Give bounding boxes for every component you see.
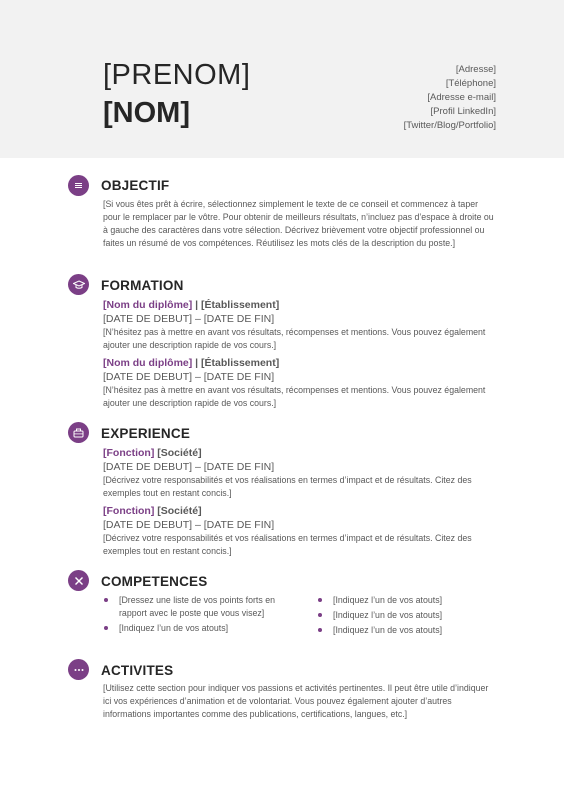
list-item[interactable]: [Dressez une liste de vos points forts en rapport avec le poste que vous visez] — [103, 594, 283, 620]
contact-address[interactable]: [Adresse] — [455, 64, 496, 75]
skills-list-left — [103, 594, 283, 637]
formation-entry-1-dates[interactable]: [DATE DE DEBUT] – [DATE DE FIN] — [103, 313, 275, 325]
graduation-cap-icon — [68, 274, 89, 295]
section-title-competences: COMPETENCES — [101, 574, 208, 589]
list-item[interactable]: [Indiquez l’un de vos atouts] — [317, 624, 507, 637]
skills-list-right — [317, 594, 507, 639]
objectif-text[interactable]: [Si vous êtes prêt à écrire, sélectionnez simplement le texte de ce conseil et commencez à taper pour le remplacer par le vôtre. Pour obtenir de meilleurs résultats, n’incluez pas d’espace à droite ou à gauche des caractères dans votre sélection. Décrivez brièvement votre objectif professionnel ou faites un résumé de vos compétences. Réutilisez les mots clés de la description du poste.] — [103, 199, 494, 248]
list-item[interactable]: [Indiquez l’un de vos atouts] — [317, 594, 507, 607]
ellipsis-icon — [68, 659, 89, 680]
contact-block — [404, 63, 496, 133]
activites-text[interactable]: [Utilisez cette section pour indiquer vos passions et activités pertinentes. Il peut être utile d’indiquer ici vos expériences d’animation et de volontariat. Vous pouvez également ajouter d’autres informations importantes comme des publications, certifications, langues, etc.] — [103, 683, 489, 719]
experience-entry-2-heading[interactable] — [103, 504, 202, 518]
first-name[interactable]: [PRENOM] — [103, 59, 251, 91]
list-icon — [68, 175, 89, 196]
formation-entry-2-heading[interactable] — [103, 356, 279, 370]
tools-icon — [68, 570, 89, 591]
experience-entry-2-desc[interactable]: [Décrivez votre responsabilités et vos réalisations en termes d’impact et de résultats. Citez des exemples tout en restant concis.] — [103, 533, 472, 556]
school-name: [Établissement] — [201, 357, 280, 369]
list-item[interactable]: [Indiquez l’un de vos atouts] — [317, 609, 507, 622]
section-title-objectif: OBJECTIF — [101, 178, 170, 193]
last-name[interactable]: [NOM] — [103, 97, 190, 129]
job-role: [Fonction] — [103, 447, 155, 459]
contact-email[interactable]: [Adresse e-mail] — [427, 92, 496, 103]
company-name: [Société] — [154, 447, 202, 459]
contact-linkedin[interactable]: [Profil LinkedIn] — [430, 106, 496, 117]
formation-entry-2-dates[interactable]: [DATE DE DEBUT] – [DATE DE FIN] — [103, 371, 275, 383]
entry-separator: | — [192, 299, 202, 311]
formation-entry-1-desc[interactable]: [N’hésitez pas à mettre en avant vos résultats, récompenses et mentions. Vous pouvez également ajouter une description rapide de vos cours.] — [103, 327, 486, 350]
experience-entry-1-heading[interactable] — [103, 446, 202, 460]
job-role: [Fonction] — [103, 505, 155, 517]
degree-name: [Nom du diplôme] — [103, 357, 193, 369]
section-title-experience: EXPERIENCE — [101, 426, 191, 441]
resume-header — [0, 0, 564, 158]
experience-entry-2-dates[interactable]: [DATE DE DEBUT] – [DATE DE FIN] — [103, 519, 275, 531]
section-title-formation: FORMATION — [101, 278, 184, 293]
list-item[interactable]: [Indiquez l’un de vos atouts] — [103, 622, 283, 635]
degree-name: [Nom du diplôme] — [103, 299, 193, 311]
entry-separator: | — [192, 357, 202, 369]
company-name: [Société] — [154, 505, 202, 517]
formation-entry-2-desc[interactable]: [N’hésitez pas à mettre en avant vos résultats, récompenses et mentions. Vous pouvez également ajouter une description rapide de vos cours.] — [103, 385, 486, 408]
experience-entry-1-dates[interactable]: [DATE DE DEBUT] – [DATE DE FIN] — [103, 461, 275, 473]
contact-phone[interactable]: [Téléphone] — [445, 78, 496, 89]
briefcase-icon — [68, 422, 89, 443]
section-title-activites: ACTIVITES — [101, 663, 174, 678]
experience-entry-1-desc[interactable]: [Décrivez votre responsabilités et vos réalisations en termes d’impact et de résultats. Citez des exemples tout en restant concis.] — [103, 475, 472, 498]
contact-portfolio[interactable]: [Twitter/Blog/Portfolio] — [403, 120, 496, 131]
school-name: [Établissement] — [201, 299, 280, 311]
formation-entry-1-heading[interactable] — [103, 298, 279, 312]
